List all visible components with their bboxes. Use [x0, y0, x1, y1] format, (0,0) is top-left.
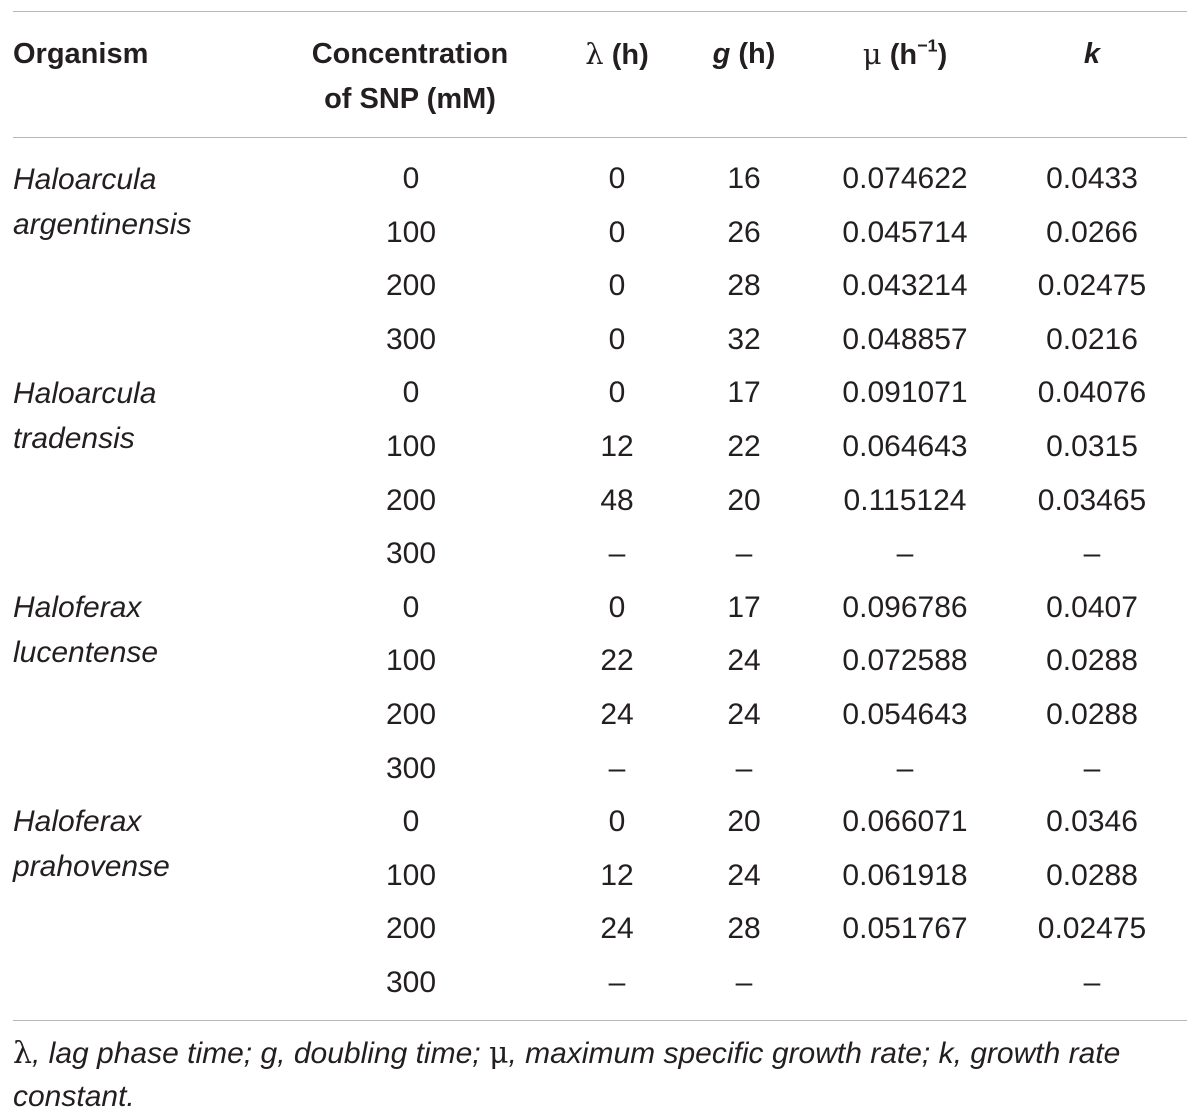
cell-concentration: 200: [385, 269, 437, 302]
cell-mu: 0.045714: [842, 216, 968, 249]
cell-g: 32: [727, 323, 761, 356]
cell-lambda: 24: [600, 698, 634, 731]
cell-mu: 0.048857: [842, 323, 968, 356]
cell-concentration: 200: [385, 484, 437, 517]
cell-mu: 0.096786: [842, 591, 968, 624]
cell-mu: 0.091071: [842, 376, 968, 409]
cell-k: 0.04076: [1037, 376, 1147, 409]
cell-mu: 0.051767: [842, 912, 968, 945]
organism-name-line2: argentinensis: [13, 208, 192, 241]
footnote-lambda-symbol: λ: [13, 1036, 33, 1071]
header-k: k: [1083, 38, 1101, 70]
cell-lambda: 0: [608, 591, 626, 624]
cell-g: 24: [727, 859, 761, 892]
footnote-text-2: , maximum specific growth rate; k, growth rate constant.: [13, 1037, 1121, 1113]
header-lambda: [585, 32, 648, 77]
cell-concentration: 0: [402, 376, 420, 409]
cell-lambda: 12: [600, 859, 634, 892]
organism-name-line1: Haloarcula: [13, 163, 157, 196]
header-g: [713, 32, 776, 76]
cell-k: –: [1083, 752, 1101, 785]
cell-concentration: 0: [402, 591, 420, 624]
cell-lambda: 24: [600, 912, 634, 945]
cell-concentration: 300: [385, 323, 437, 356]
header-mu: [863, 32, 947, 77]
cell-mu: 0.115124: [843, 484, 967, 517]
header-rule: [13, 137, 1187, 138]
footnote-text-1: , lag phase time; g, doubling time;: [32, 1037, 489, 1070]
mu-unit-close: ): [937, 39, 948, 71]
cell-k: 0.0407: [1046, 591, 1138, 624]
cell-g: –: [735, 537, 753, 570]
organism-name-line1: Haloarcula: [13, 377, 157, 410]
cell-mu: –: [896, 752, 914, 785]
cell-concentration: 200: [385, 698, 437, 731]
cell-mu: 0.074622: [842, 162, 968, 195]
table-footnote: [13, 1032, 1193, 1118]
lambda-unit: (h): [611, 39, 649, 71]
cell-k: –: [1083, 537, 1101, 570]
cell-g: 17: [727, 376, 761, 409]
cell-lambda: 48: [600, 484, 634, 517]
cell-g: 16: [727, 162, 761, 195]
organism-name-3: [13, 585, 158, 675]
cell-k: 0.03465: [1037, 484, 1147, 517]
cell-mu: 0.064643: [842, 430, 968, 463]
cell-mu: 0.066071: [842, 805, 968, 838]
mu-symbol: μ: [862, 37, 882, 71]
cell-lambda: 0: [608, 269, 626, 302]
cell-k: 0.0288: [1046, 859, 1138, 892]
cell-k: 0.02475: [1037, 912, 1147, 945]
cell-g: –: [735, 752, 753, 785]
cell-concentration: 300: [385, 966, 437, 999]
cell-k: 0.0288: [1046, 698, 1138, 731]
cell-k: 0.02475: [1037, 269, 1147, 302]
cell-mu: 0.054643: [842, 698, 968, 731]
cell-k: 0.0346: [1046, 805, 1138, 838]
organism-name-4: [13, 799, 170, 889]
cell-mu: 0.043214: [842, 269, 968, 302]
cell-lambda: –: [608, 966, 626, 999]
cell-concentration: 0: [402, 805, 420, 838]
organism-name-line1: Haloferax: [13, 805, 142, 838]
cell-g: 28: [727, 269, 761, 302]
cell-lambda: 12: [600, 430, 634, 463]
cell-k: 0.0433: [1046, 162, 1138, 195]
cell-lambda: 0: [608, 376, 626, 409]
top-rule: [13, 11, 1187, 12]
cell-k: 0.0315: [1046, 430, 1138, 463]
cell-concentration: 100: [385, 644, 437, 677]
mu-unit-open: (h: [889, 39, 918, 71]
header-organism: Organism: [13, 38, 149, 70]
cell-k: 0.0266: [1046, 216, 1138, 249]
organism-name-line2: lucentense: [13, 636, 159, 669]
cell-lambda: 0: [608, 805, 626, 838]
cell-concentration: 0: [402, 162, 420, 195]
cell-g: 20: [727, 805, 761, 838]
cell-mu: 0.072588: [842, 644, 968, 677]
cell-g: –: [735, 966, 753, 999]
cell-lambda: –: [608, 537, 626, 570]
cell-lambda: 22: [600, 644, 634, 677]
cell-lambda: 0: [608, 323, 626, 356]
header-concentration-line1: Concentration: [311, 38, 509, 70]
header-concentration-line2: of SNP (mM): [324, 83, 496, 115]
organism-name-1: [13, 157, 191, 247]
cell-g: 20: [727, 484, 761, 517]
cell-concentration: 100: [385, 859, 437, 892]
cell-concentration: 100: [385, 216, 437, 249]
cell-mu: –: [896, 537, 914, 570]
cell-g: 26: [727, 216, 761, 249]
cell-g: 24: [727, 644, 761, 677]
cell-g: 28: [727, 912, 761, 945]
cell-concentration: 300: [385, 752, 437, 785]
organism-name-2: [13, 371, 156, 461]
cell-lambda: –: [608, 752, 626, 785]
organism-name-line1: Haloferax: [13, 591, 142, 624]
organism-name-line2: tradensis: [13, 422, 135, 455]
cell-concentration: 200: [385, 912, 437, 945]
footnote-mu-symbol: μ: [488, 1036, 509, 1071]
cell-lambda: 0: [608, 162, 626, 195]
g-unit: (h): [738, 38, 776, 70]
mu-unit-exponent: −1: [917, 35, 938, 56]
bottom-rule: [13, 1020, 1187, 1021]
cell-g: 24: [727, 698, 761, 731]
cell-k: 0.0216: [1046, 323, 1138, 356]
cell-concentration: 300: [385, 537, 437, 570]
organism-name-line2: prahovense: [13, 850, 170, 883]
cell-g: 17: [727, 591, 761, 624]
cell-k: –: [1083, 966, 1101, 999]
g-symbol: g: [712, 38, 731, 70]
cell-k: 0.0288: [1046, 644, 1138, 677]
lambda-symbol: λ: [585, 37, 604, 71]
cell-lambda: 0: [608, 216, 626, 249]
cell-mu: 0.061918: [842, 859, 968, 892]
cell-g: 22: [727, 430, 761, 463]
cell-concentration: 100: [385, 430, 437, 463]
